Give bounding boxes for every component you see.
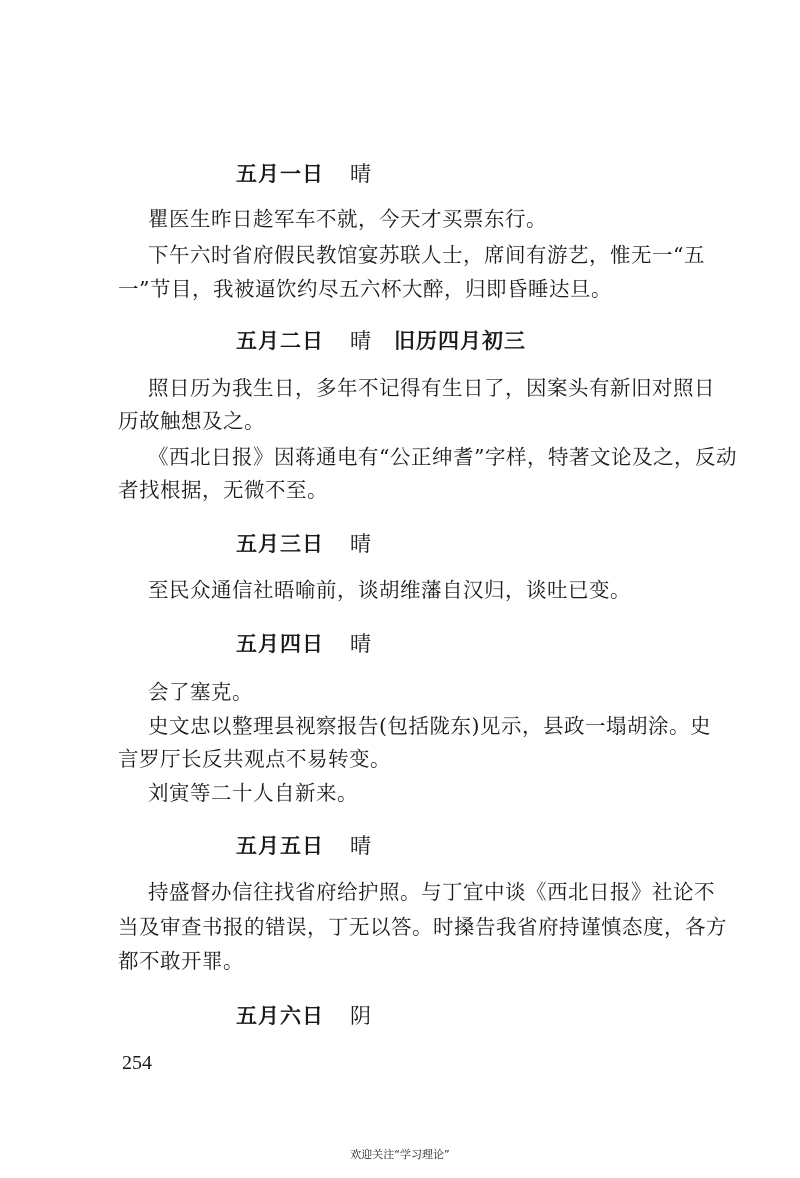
footer-watermark-text: 欢迎关注“学习理论” [350, 1148, 450, 1161]
entry-heading [236, 158, 372, 188]
entry-weather: 晴 [350, 329, 372, 353]
paragraph-line: 当及审查书报的错误，丁无以答。时搡告我省府持谨慎态度，各方 [118, 915, 727, 939]
entry-weather: 晴 [350, 632, 372, 656]
entry-lunar-date: 旧历四月初三 [394, 329, 526, 353]
entry-heading [236, 325, 526, 355]
entry-weather: 晴 [350, 532, 372, 556]
paragraph-line: 刘寅等二十人自新来。 [148, 781, 358, 805]
paragraph-line: 一”节目，我被逼饮约尽五六杯大醉，归即昏睡达旦。 [118, 277, 612, 301]
paragraph-line: 史文忠以整理县视察报告(包括陇东)见示，县政一塌胡涂。史 [148, 714, 711, 738]
paragraph-line: 都不敢开罪。 [118, 949, 244, 973]
paragraph-line: 至民众通信社晤喻前，谈胡维藩自汉归，谈吐已变。 [148, 578, 631, 602]
entry-heading [236, 528, 372, 558]
paragraph-line: 会了塞克。 [148, 680, 253, 704]
entry-date: 五月六日 [236, 1004, 324, 1028]
entry-heading [236, 830, 372, 860]
entry-weather: 阴 [350, 1004, 372, 1028]
entry-date: 五月五日 [236, 834, 324, 858]
paragraph-line: 下午六时省府假民教馆宴苏联人士，席间有游艺，惟无一“五 [148, 243, 705, 267]
paragraph-line: 照日历为我生日，多年不记得有生日了，因案头有新旧对照日 [148, 376, 715, 400]
entry-date: 五月三日 [236, 532, 324, 556]
entry-date: 五月一日 [236, 162, 324, 186]
page-number: 254 [122, 1052, 152, 1074]
paragraph-line: 《西北日报》因蒋通电有“公正绅耆”字样，特著文论及之，反动 [148, 445, 737, 469]
paragraph-line: 言罗厅长反共观点不易转变。 [118, 747, 391, 771]
paragraph-line: 持盛督办信往找省府给护照。与丁宜中谈《西北日报》社论不 [148, 880, 715, 904]
paragraph-line: 者找根据，无微不至。 [118, 478, 328, 502]
entry-weather: 晴 [350, 162, 372, 186]
paragraph-line: 历故触想及之。 [118, 409, 265, 433]
entry-heading [236, 628, 372, 658]
entry-date: 五月二日 [236, 329, 324, 353]
entry-date: 五月四日 [236, 632, 324, 656]
entry-heading [236, 1000, 372, 1030]
paragraph-line: 瞿医生昨日趁军车不就，今天才买票东行。 [148, 207, 547, 231]
entry-weather: 晴 [350, 834, 372, 858]
